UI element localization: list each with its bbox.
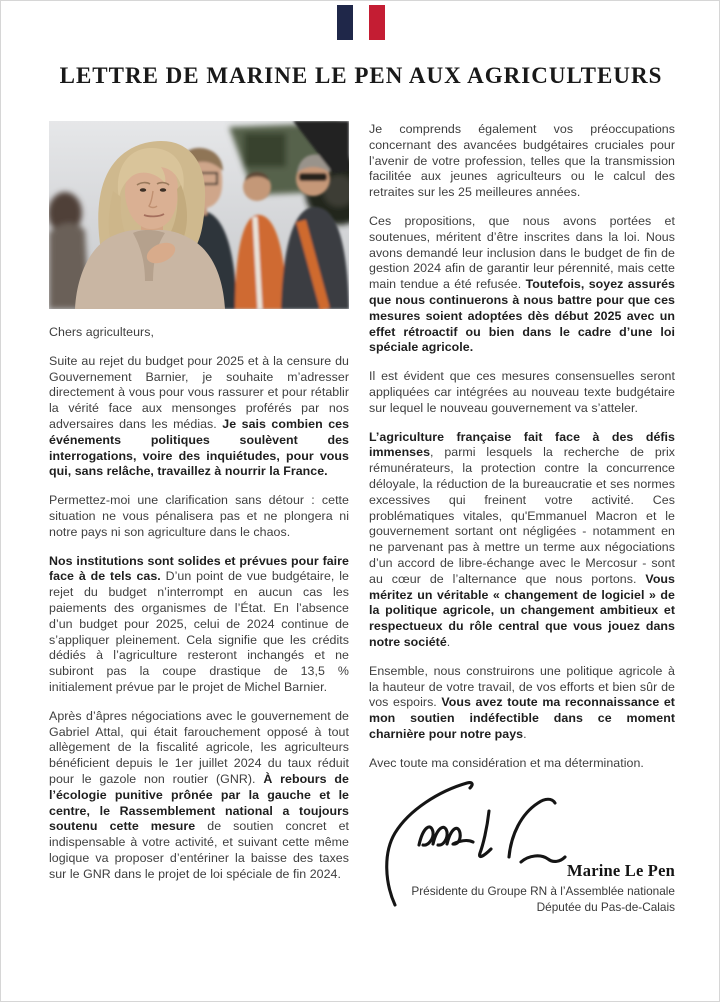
letter-paragraph bbox=[49, 354, 349, 480]
bold-text-run: Vous avez toute ma reconnaissance et mon soutien indéfectible dans ce moment charnière pour notre pays bbox=[369, 695, 675, 741]
letter-paragraph bbox=[369, 214, 675, 356]
text-run: , parmi lesquels la recherche de prix rémunérateurs, la protection contre la concurrence déloyale, la réduction de la bureaucratie et ses normes excessives qui freinent votre activité. Ces problématiques vitales, qu'Emmanuel Macron et le gouvernement sortant ont négligées - notamment en ne parvenant pas à mettre un terme aux négociations d’un accord de libre-échange avec le Mercosur - sont au cœur de l’alternance que nous portons. bbox=[369, 445, 675, 586]
right-column-text bbox=[369, 122, 675, 771]
flag-white-stripe bbox=[353, 5, 369, 40]
letter-paragraph bbox=[49, 325, 349, 341]
bold-text-run: Je sais combien ces événements politiques soulèvent des interrogations, voire des inquiétudes, pour vous qui, sans relâche, travaillez à nourrir la France. bbox=[49, 416, 350, 479]
bold-text-run: L’agriculture française fait face à des défis immenses bbox=[369, 429, 675, 460]
bold-text-run: Vous méritez un véritable « changement de logiciel » de la politique agricole, un changement ambitieux et respectueux du rôle central que vous jouez dans notre société bbox=[369, 571, 675, 649]
left-column bbox=[49, 121, 349, 883]
bold-text-run: Toutefois, soyez assurés que nous continuerons à nous battre pour que ces mesures soient adoptées dès début 2025 avec un effet rétroactif ou bien dans le cadre d’une loi spéciale agricole. bbox=[369, 277, 675, 355]
signer-role-2: Députée du Pas-de-Calais bbox=[536, 899, 675, 914]
left-column-text bbox=[49, 325, 349, 883]
letter-paragraph bbox=[49, 554, 349, 696]
signer-name: Marine Le Pen bbox=[567, 861, 675, 881]
letter-paragraph bbox=[49, 493, 349, 540]
french-flag-icon bbox=[337, 5, 385, 40]
letter-title: LETTRE DE MARINE LE PEN AUX AGRICULTEURS bbox=[59, 63, 663, 88]
text-run: Je comprends également vos préoccupations concernant des avancées budgétaires cruciales pour l’avenir de votre profession, telles que la transmission facilitée aux jeunes agriculteurs ou le calcul des retraites sur les 25 meilleures années. bbox=[369, 122, 675, 200]
letter-paragraph bbox=[369, 122, 675, 201]
sunglasses-icon bbox=[299, 173, 327, 181]
text-run: D’un point de vue budgétaire, le rejet du budget n’interrompt en aucun cas les paiements des organismes de l’État. En l’absence d’un budget pour 2025, celui de 2024 continue de s’appliquer pleinement. Cela signifie que les crédits dédiés à l’agriculture resteront inchangés et ne subiront pas la coupe drastique de 13,5 % initialement prévue par le projet de Michel Barnier. bbox=[49, 569, 349, 694]
text-run: Avec toute ma considération et ma détermination. bbox=[369, 755, 644, 770]
text-run: Chers agriculteurs, bbox=[49, 325, 154, 339]
letter-paragraph bbox=[369, 430, 675, 651]
signoff-block bbox=[369, 861, 675, 915]
text-run: . bbox=[446, 634, 451, 649]
text-run: Ensemble, nous construirons une politique agricole à la hauteur de votre travail, de vos efforts et bien sûr de vos espoirs. bbox=[369, 663, 675, 710]
text-run: Après d’âpres négociations avec le gouvernement de Gabriel Attal, qui était farouchement opposé à tout allègement de la fiscalité agricole, les agriculteurs bénéficient depuis le 1er juillet 2024 du taux réduit pour le gazole non routier (GNR). bbox=[49, 708, 349, 786]
text-run: Permettez-moi une clarification sans détour : cette situation ne vous pénalisera pas et ne plongera ni notre pays ni son agriculture dans le chaos. bbox=[49, 493, 349, 539]
text-run: Suite au rejet du budget pour 2025 et à la censure du Gouvernement Barnier, je souhaite m’adresser directement à vous pour vous rassurer et pour rétablir la vérité face aux mensonges proférés par nos adversaires dans les médias. bbox=[49, 353, 349, 431]
right-column bbox=[369, 122, 675, 915]
letter-paragraph bbox=[49, 709, 349, 883]
marine-le-pen-photo bbox=[49, 121, 349, 309]
flag-blue-stripe bbox=[337, 5, 353, 40]
letter-paragraph bbox=[369, 756, 675, 772]
text-run: Il est évident que ces mesures consensuelles seront appliquées car intégrées au nouveau texte budgétaire sur lequel le nouveau gouvernement va s’atteler. bbox=[369, 369, 675, 415]
bold-text-run: À rebours de l’écologie punitive prônée par la gauche et le centre, le Rassemblement national a toujours soutenu cette mesure bbox=[49, 771, 349, 834]
text-run: Ces propositions, que nous avons portées et soutenues, méritent d’être inscrites dans la loi. Nous avons demandé leur inclusion dans le budget de fin de gestion 2024 afin de garantir leur pérennité, mais cette main tendue a été refusée. bbox=[369, 213, 675, 292]
text-run: . bbox=[523, 726, 527, 741]
letter-paragraph bbox=[369, 369, 675, 416]
letter-paragraph bbox=[369, 664, 675, 743]
flag-red-stripe bbox=[369, 5, 385, 40]
signer-role-1: Présidente du Groupe RN à l’Assemblée nationale bbox=[411, 884, 675, 899]
text-run: de soutien concret et indispensable à votre activité, et suivant cette même logique va proposer d’entériner la baisse des taxes sur le GNR dans le projet de loi spéciale de fin 2024. bbox=[49, 819, 350, 881]
bold-text-run: Nos institutions sont solides et prévues pour faire face à de tels cas. bbox=[49, 553, 349, 584]
